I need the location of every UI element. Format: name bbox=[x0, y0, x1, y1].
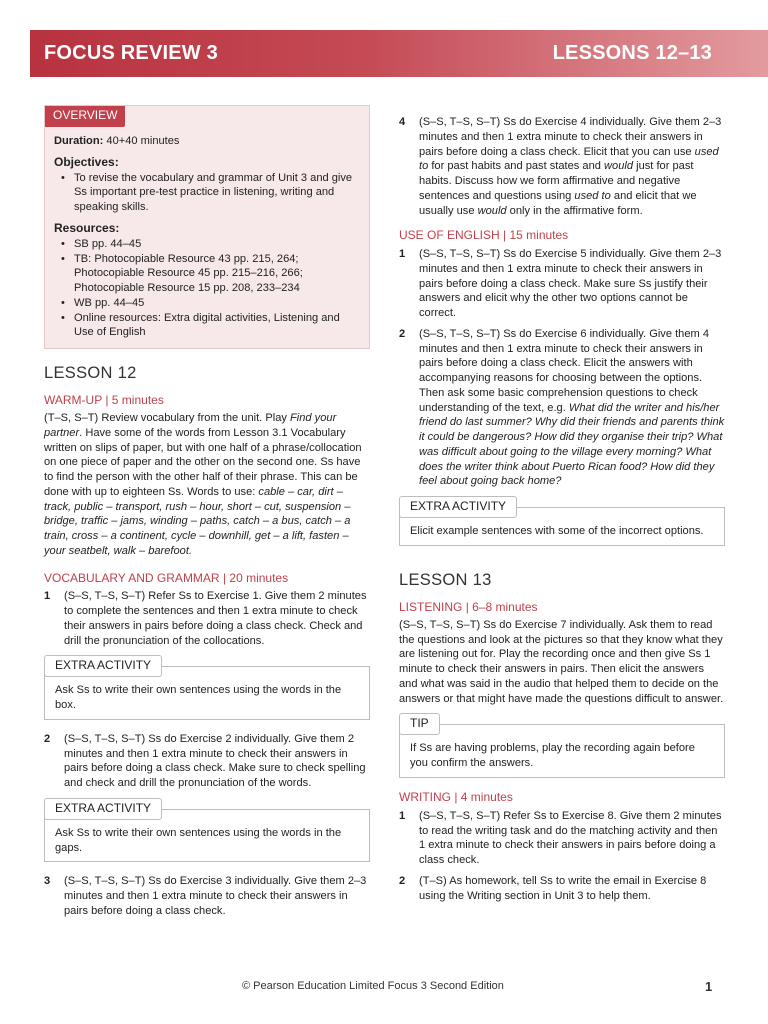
item4-text-e: only in the affirmative form. bbox=[506, 204, 643, 217]
extra-activity-label: EXTRA ACTIVITY bbox=[44, 655, 162, 677]
overview-box bbox=[44, 105, 370, 349]
uoe-item2-text: (S–S, T–S, S–T) Ss do Exercise 6 individually. Give them 4 minutes and then 1 extra minute to check their answers in pairs before doing a class check. Elicit the answers with accompanying reasons for choosing between the options. Then ask some basic comprehension questions to check understanding of the text, e.g. bbox=[419, 327, 709, 414]
item4-text-a: (S–S, T–S, S–T) Ss do Exercise 4 individually. Give them 2–3 minutes and then 1 extra minute to check their answers in pairs before doing a class check. Elicit that you can use bbox=[419, 116, 722, 158]
item-number: 4 bbox=[399, 116, 406, 128]
extra-activity-label: EXTRA ACTIVITY bbox=[399, 496, 517, 518]
resource-item: • TB: Photocopiable Resource 43 pp. 215, 264; Photocopiable Resource 45 pp. 215–216, 266; Photocopiable Resource 15 pp. 208, 233–234 bbox=[74, 252, 359, 296]
item4-italic-4: would bbox=[477, 204, 507, 217]
writing-label: WRITING bbox=[399, 789, 451, 804]
resource-item: • SB pp. 44–45 bbox=[74, 237, 359, 252]
header-title: FOCUS REVIEW 3 bbox=[44, 42, 218, 65]
item4-text-b: for past habits and past states and bbox=[428, 160, 605, 173]
item-text: (S–S, T–S, S–T) Refer Ss to Exercise 1. Give them 2 minutes to complete the sentences and then 1 extra minute to check their answers in pairs before doing a class check. Check and drill the pronunciation of the collocations. bbox=[64, 590, 367, 647]
page-header bbox=[30, 30, 768, 77]
exercise-item bbox=[399, 115, 725, 218]
extra-activity-box bbox=[44, 658, 370, 720]
item-number: 2 bbox=[44, 732, 51, 745]
item-number: 1 bbox=[44, 590, 51, 603]
writing-heading: WRITING | 4 minutes bbox=[399, 789, 513, 804]
lesson-12-title: LESSON 12 bbox=[44, 364, 137, 383]
vocab-label: VOCABULARY AND GRAMMAR bbox=[44, 570, 220, 585]
extra-activity-text: Ask Ss to write their own sentences using the words in the gaps. bbox=[55, 826, 342, 854]
uoe-duration: 15 minutes bbox=[509, 228, 569, 243]
exercise-item bbox=[44, 589, 370, 648]
vocab-duration: 20 minutes bbox=[229, 570, 289, 585]
listening-heading: LISTENING | 6–8 minutes bbox=[399, 599, 538, 614]
uoe-item2-questions: What did the writer and his/her friend do last summer? Why did their friends and parents think it could be dangerous? How did they organise their trip? What was difficult about going to the village every morning? What does the writer think about Puerto Rican food? How did they feel about going back home? bbox=[419, 401, 725, 488]
item4-italic-1: used to bbox=[419, 145, 719, 173]
resources-label: Resources: bbox=[54, 220, 120, 235]
objectives-list bbox=[54, 171, 359, 215]
exercise-item bbox=[399, 809, 725, 868]
warmup-game-name: Find your partner bbox=[44, 412, 337, 439]
exercise-item bbox=[399, 874, 725, 904]
use-of-english-heading: USE OF ENGLISH | 15 minutes bbox=[399, 228, 569, 243]
item-text bbox=[419, 327, 725, 489]
right-column bbox=[399, 115, 725, 909]
item-number: 2 bbox=[399, 327, 406, 340]
item-number: 2 bbox=[399, 874, 406, 887]
header-lessons: LESSONS 12–13 bbox=[552, 42, 712, 65]
exercise-item bbox=[399, 327, 725, 489]
duration-label: Duration: bbox=[54, 134, 104, 147]
listening-label: LISTENING bbox=[399, 599, 463, 614]
objective-item: • To revise the vocabulary and grammar of Unit 3 and give Ss important pre-test practice in listening, writing and speaking skills. bbox=[74, 171, 359, 215]
exercise-item bbox=[44, 874, 370, 918]
warmup-text-b: . Have some of the words from Lesson 3.1 Vocabulary written on slips of paper, but with one half of a phrase/collocation on one piece of paper and the other on the second one. Ss have to find the person with the other half of their phrase. This can be done with up to eighteen Ss. Words to use: bbox=[44, 426, 362, 498]
left-column bbox=[44, 105, 370, 925]
item-text bbox=[419, 115, 725, 218]
vocab-heading: VOCABULARY AND GRAMMAR | 20 minutes bbox=[44, 570, 289, 585]
tip-box bbox=[399, 716, 725, 778]
lesson-13-title: LESSON 13 bbox=[399, 570, 492, 589]
tip-label: TIP bbox=[399, 713, 440, 735]
item4-italic-2: would bbox=[604, 160, 634, 173]
exercise-item bbox=[44, 732, 370, 791]
extra-activity-label: EXTRA ACTIVITY bbox=[44, 798, 162, 820]
tip-text: If Ss are having problems, play the recording again before you confirm the answers. bbox=[410, 742, 695, 770]
warmup-heading: WARM-UP | 5 minutes bbox=[44, 393, 164, 408]
item-text: (S–S, T–S, S–T) Ss do Exercise 2 individually. Give them 2 minutes and then 1 extra minute to check their answers in pairs before doing a class check. Make sure to check spelling and check and drill the pronunciation of the words. bbox=[64, 732, 366, 790]
exercise-item bbox=[399, 247, 725, 321]
item-text: (T–S) As homework, tell Ss to write the email in Exercise 8 using the Writing section in Unit 3 to help them. bbox=[419, 874, 707, 902]
item-text: (S–S, T–S, S–T) Ss do Exercise 5 individually. Give them 2–3 minutes and then 1 extra minute to check their answers in pairs before doing a class check. Make sure Ss justify their answers and elicit why the other two options cannot be correct. bbox=[419, 248, 722, 320]
warmup-words: cable – car, dirt – track, public – transport, rush – hour, short – cut, suspension – bridge, traffic – jams, winding – paths, catch – a bus, catch – a train, cross – a continent, cycle – downhill, get – a lift, fasten – your seatbelt, walk – barefoot. bbox=[44, 485, 351, 557]
page-number: 1 bbox=[705, 979, 713, 994]
item4-text-d: and elicit that we usually use bbox=[419, 189, 697, 217]
resource-item: • Online resources: Extra digital activities, Listening and Use of English bbox=[74, 311, 359, 341]
item-number: 3 bbox=[44, 875, 51, 888]
resources-list bbox=[54, 237, 359, 340]
item-number: 1 bbox=[399, 809, 406, 822]
item-number: 1 bbox=[399, 248, 406, 261]
warmup-text bbox=[44, 411, 370, 559]
item4-text-c: just for past habits. Discuss how we form affirmative and negative sentences and questions using bbox=[419, 160, 694, 202]
warmup-text-a: (T–S, S–T) Review vocabulary from the unit. Play bbox=[44, 412, 291, 424]
extra-activity-text: Elicit example sentences with some of the incorrect options. bbox=[410, 525, 704, 538]
warmup-label: WARM-UP bbox=[44, 393, 102, 408]
listening-text: (S–S, T–S, S–T) Ss do Exercise 7 individually. Ask them to read the questions and look at the pictures so that they know what they are listening out for. Play the recording once and then give Ss 1 minute to check their answers in pairs. Then elicit the answers and what was said in the audio that helped them to decide on the answers or that might have made the questions difficult to answer. bbox=[399, 618, 724, 705]
extra-activity-text: Ask Ss to write their own sentences using the words in the box. bbox=[55, 684, 342, 712]
uoe-label: USE OF ENGLISH bbox=[399, 228, 500, 243]
extra-activity-box bbox=[44, 800, 370, 863]
overview-tab: OVERVIEW bbox=[45, 106, 125, 127]
warmup-duration: 5 minutes bbox=[111, 393, 164, 408]
item-text: (S–S, T–S, S–T) Refer Ss to Exercise 8. Give them 2 minutes to read the writing task and do the matching activity and then 1 extra minute to check their answers in pairs before doing a class check. bbox=[419, 809, 722, 867]
writing-duration: 4 minutes bbox=[460, 789, 513, 804]
item4-italic-3: used to bbox=[574, 189, 611, 202]
copyright-text: © Pearson Education Limited Focus 3 Second Edition bbox=[242, 980, 504, 992]
item-text: (S–S, T–S, S–T) Ss do Exercise 3 individually. Give them 2–3 minutes and then 1 extra minute to check their answers in pairs before doing a class check. bbox=[64, 875, 367, 917]
duration-value: 40+40 minutes bbox=[103, 134, 180, 147]
listening-duration: 6–8 minutes bbox=[472, 599, 538, 614]
resource-item: • WB pp. 44–45 bbox=[74, 296, 359, 311]
duration-line bbox=[54, 134, 359, 149]
extra-activity-box bbox=[399, 499, 725, 546]
objectives-label: Objectives: bbox=[54, 154, 119, 169]
